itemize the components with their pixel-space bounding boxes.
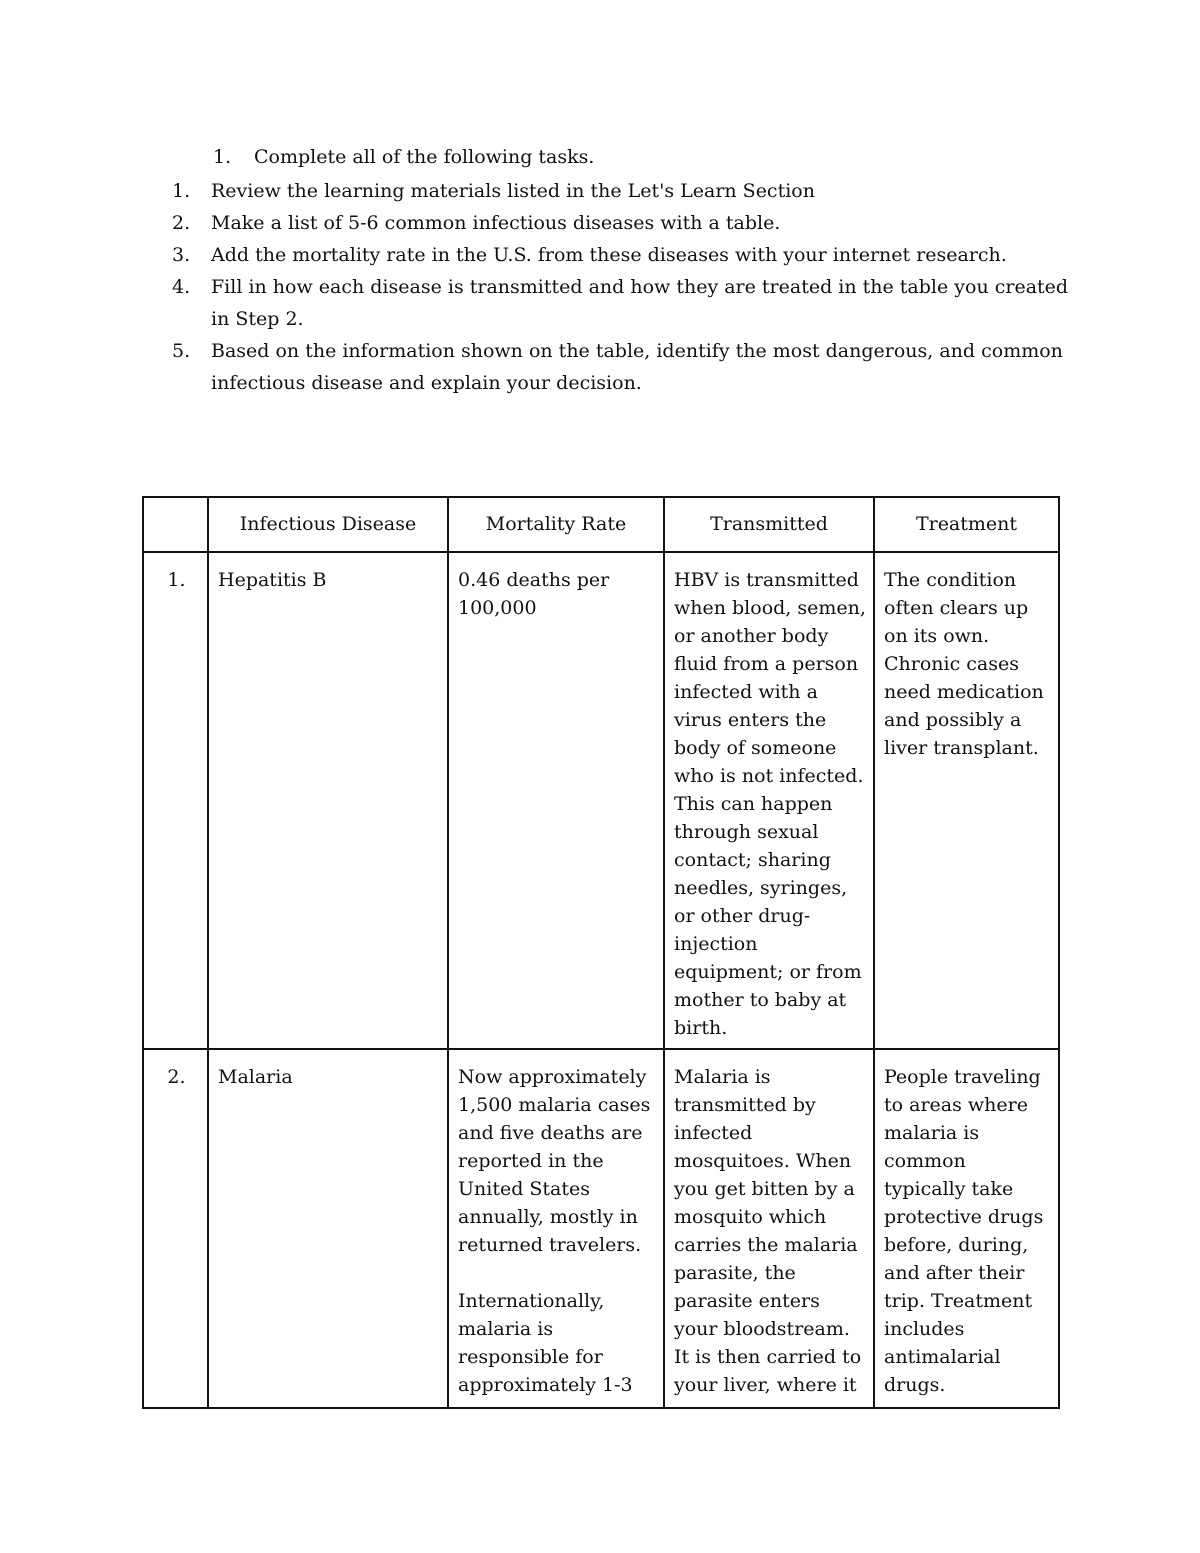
mortality-extra-text: Internationally, malaria is responsible for approximately 1-3 (458, 1290, 633, 1396)
task-number: 5. (172, 340, 191, 362)
header-mortality: Mortality Rate (448, 497, 664, 552)
task-number: 2. (172, 212, 191, 234)
task-text: Based on the information shown on the table, identify the most dangerous, and common infectious disease and explain your decision. (211, 340, 1063, 394)
row-number: 1. (143, 552, 208, 1049)
task-item (170, 271, 1070, 335)
mortality-text: Now approximately 1,500 malaria cases and five deaths are reported in the United States annually, mostly in returned travelers. (458, 1066, 651, 1256)
task-number: 3. (172, 244, 191, 266)
mortality-cell (448, 552, 664, 1049)
header-transmitted: Transmitted (664, 497, 874, 552)
transmitted-cell: HBV is transmitted when blood, semen, or another body fluid from a person infected with a virus enters the body of someone who is not infected. This can happen through sexual contact; sharing needles, syringes, or other drug-injection equipment; or from mother to baby at birth. (664, 552, 874, 1049)
header-treatment: Treatment (874, 497, 1059, 552)
row-number: 2. (143, 1049, 208, 1408)
treatment-cell: The condition often clears up on its own. Chronic cases need medication and possibly a liver transplant. (874, 552, 1059, 1049)
header-number (143, 497, 208, 552)
task-item (170, 207, 1070, 239)
table-header-row (143, 497, 1059, 552)
mortality-cell (448, 1049, 664, 1408)
treatment-cell: People traveling to areas where malaria is common typically take protective drugs before, during, and after their trip. Treatment includes antimalarial drugs. (874, 1049, 1059, 1408)
task-text: Fill in how each disease is transmitted and how they are treated in the table you created in Step 2. (211, 276, 1069, 330)
task-number: 4. (172, 276, 191, 298)
mortality-text: 0.46 deaths per 100,000 (458, 569, 610, 619)
table-row (143, 1049, 1059, 1408)
intro-number: 1. (213, 146, 232, 168)
disease-table (142, 496, 1060, 1409)
table-row (143, 552, 1059, 1049)
task-text: Add the mortality rate in the U.S. from these diseases with your internet research. (211, 244, 1007, 266)
disease-cell: Hepatitis B (208, 552, 448, 1049)
task-text: Review the learning materials listed in the Let's Learn Section (211, 180, 815, 202)
task-item (170, 335, 1070, 399)
task-number: 1. (172, 180, 191, 202)
task-item (170, 175, 1070, 207)
task-list (170, 175, 1070, 399)
transmitted-cell: Malaria is transmitted by infected mosquitoes. When you get bitten by a mosquito which carries the malaria parasite, the parasite enters your bloodstream. It is then carried to your liver, where it (664, 1049, 874, 1408)
task-text: Make a list of 5-6 common infectious diseases with a table. (211, 212, 781, 234)
header-disease: Infectious Disease (208, 497, 448, 552)
disease-cell: Malaria (208, 1049, 448, 1408)
intro-text: Complete all of the following tasks. (254, 146, 595, 168)
task-item (170, 239, 1070, 271)
